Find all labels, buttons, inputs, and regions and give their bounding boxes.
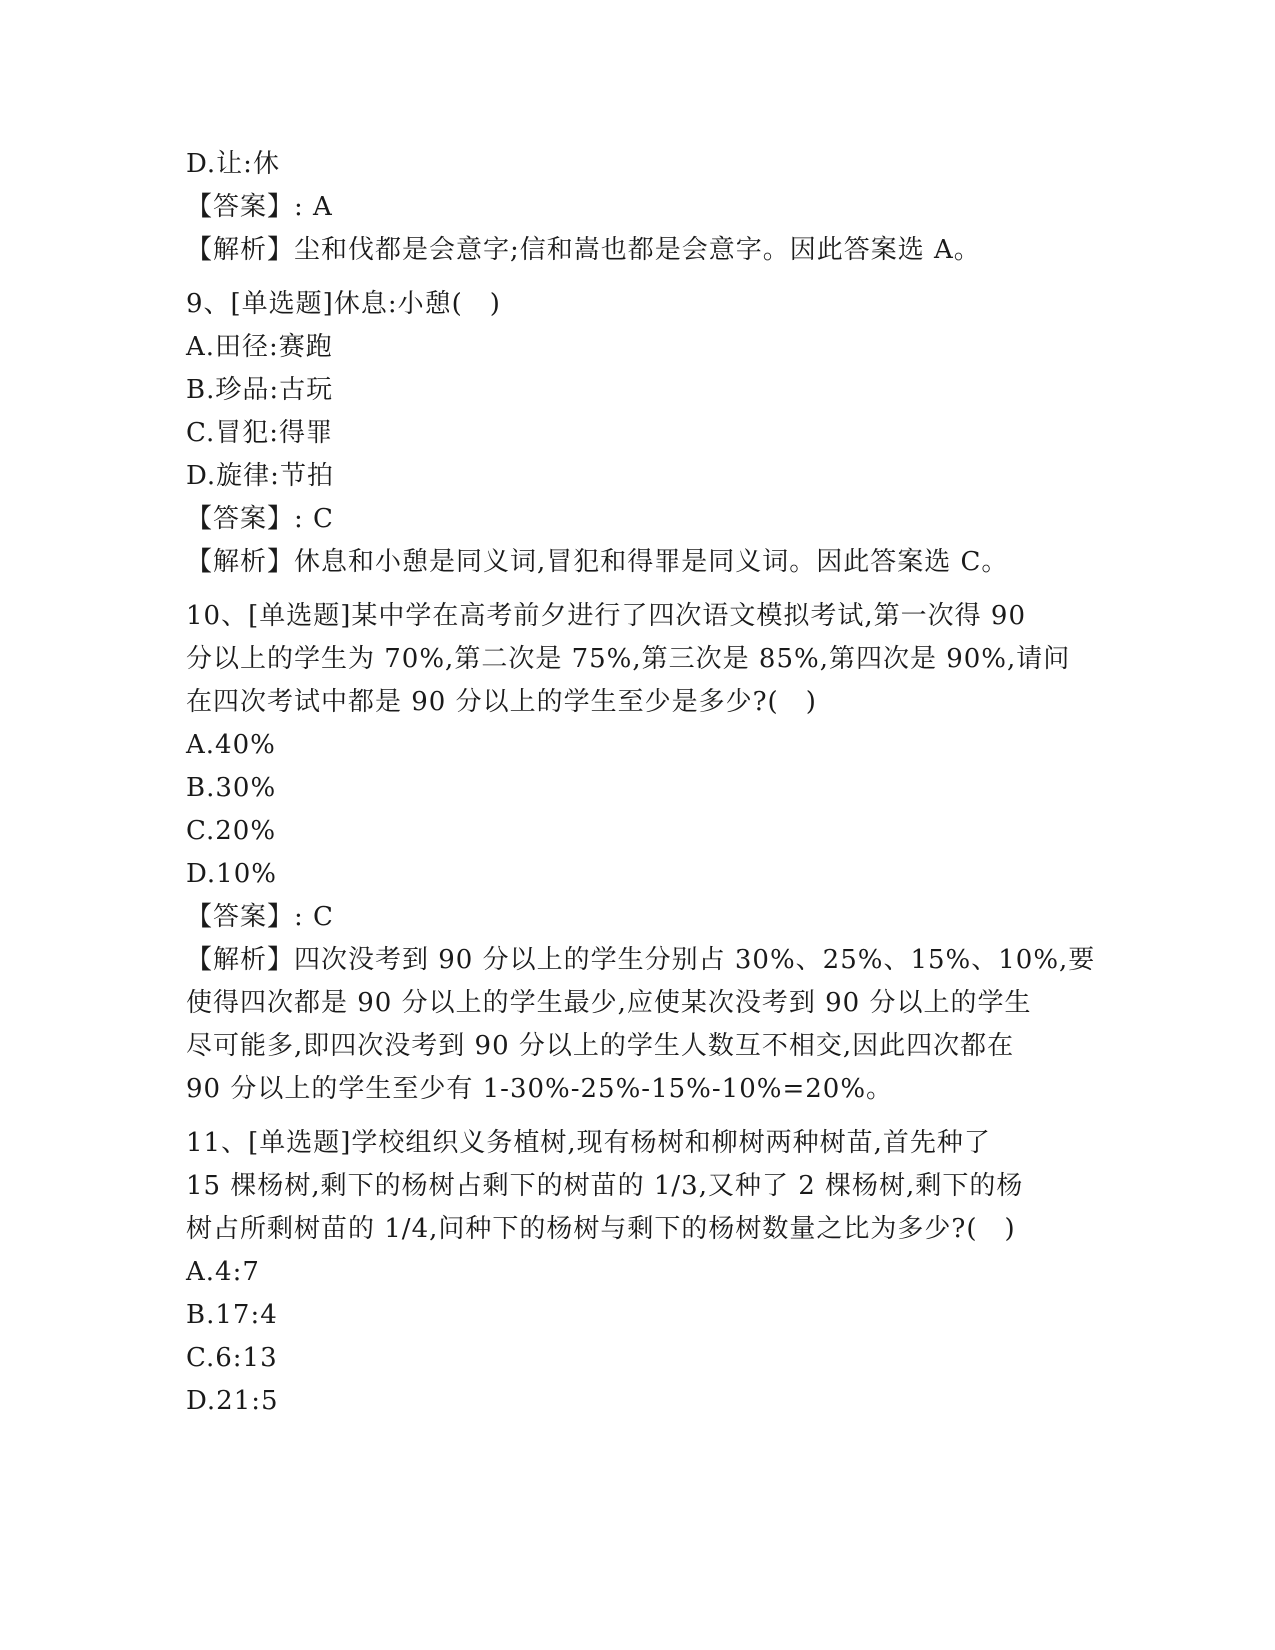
q11-option-a: A.4:7 [186, 1257, 260, 1287]
q9-option-d: D.旋律:节拍 [186, 461, 334, 491]
q9-analysis: 【解析】休息和小憩是同义词,冒犯和得罪是同义词。因此答案选 C。 [186, 547, 1009, 577]
q8-analysis: 【解析】尘和伐都是会意字;信和嵩也都是会意字。因此答案选 A。 [186, 235, 981, 265]
q10-option-a: A.40% [186, 730, 276, 760]
q9-option-a: A.田径:赛跑 [186, 332, 333, 362]
q10-stem-line-2: 分以上的学生为 70%,第二次是 75%,第三次是 85%,第四次是 90%,请问 [186, 644, 1071, 674]
q9-stem: 9、[单选题]休息:小憩( ) [186, 289, 501, 319]
q10-answer: 【答案】: C [186, 902, 334, 932]
q11-option-d: D.21:5 [186, 1386, 279, 1416]
q10-analysis-line-4: 90 分以上的学生至少有 1-30%-25%-15%-10%=20%。 [186, 1074, 894, 1104]
q10-stem-line-3: 在四次考试中都是 90 分以上的学生至少是多少?( ) [186, 687, 817, 717]
q11-stem-line-3: 树占所剩树苗的 1/4,问种下的杨树与剩下的杨树数量之比为多少?( ) [186, 1214, 1016, 1244]
q10-analysis-line-2: 使得四次都是 90 分以上的学生最少,应使某次没考到 90 分以上的学生 [186, 988, 1032, 1018]
q11-option-b: B.17:4 [186, 1300, 278, 1330]
q10-option-b: B.30% [186, 773, 277, 803]
q11-stem-line-1: 11、[单选题]学校组织义务植树,现有杨树和柳树两种树苗,首先种了 [186, 1128, 991, 1158]
q10-analysis-line-1: 【解析】四次没考到 90 分以上的学生分别占 30%、25%、15%、10%,要 [186, 945, 1096, 975]
q10-analysis-line-3: 尽可能多,即四次没考到 90 分以上的学生人数互不相交,因此四次都在 [186, 1031, 1015, 1061]
q9-option-b: B.珍品:古玩 [186, 375, 334, 405]
q10-stem-line-1: 10、[单选题]某中学在高考前夕进行了四次语文模拟考试,第一次得 90 [186, 601, 1026, 631]
q9-answer: 【答案】: C [186, 504, 334, 534]
q8-option-d: D.让:休 [186, 149, 280, 179]
q9-option-c: C.冒犯:得罪 [186, 418, 333, 448]
document-page [186, 143, 1096, 1423]
q8-answer: 【答案】: A [186, 192, 333, 222]
q11-option-c: C.6:13 [186, 1343, 278, 1373]
q10-option-d: D.10% [186, 859, 277, 889]
q11-stem-line-2: 15 棵杨树,剩下的杨树占剩下的树苗的 1/3,又种了 2 棵杨树,剩下的杨 [186, 1171, 1024, 1201]
q10-option-c: C.20% [186, 816, 277, 846]
